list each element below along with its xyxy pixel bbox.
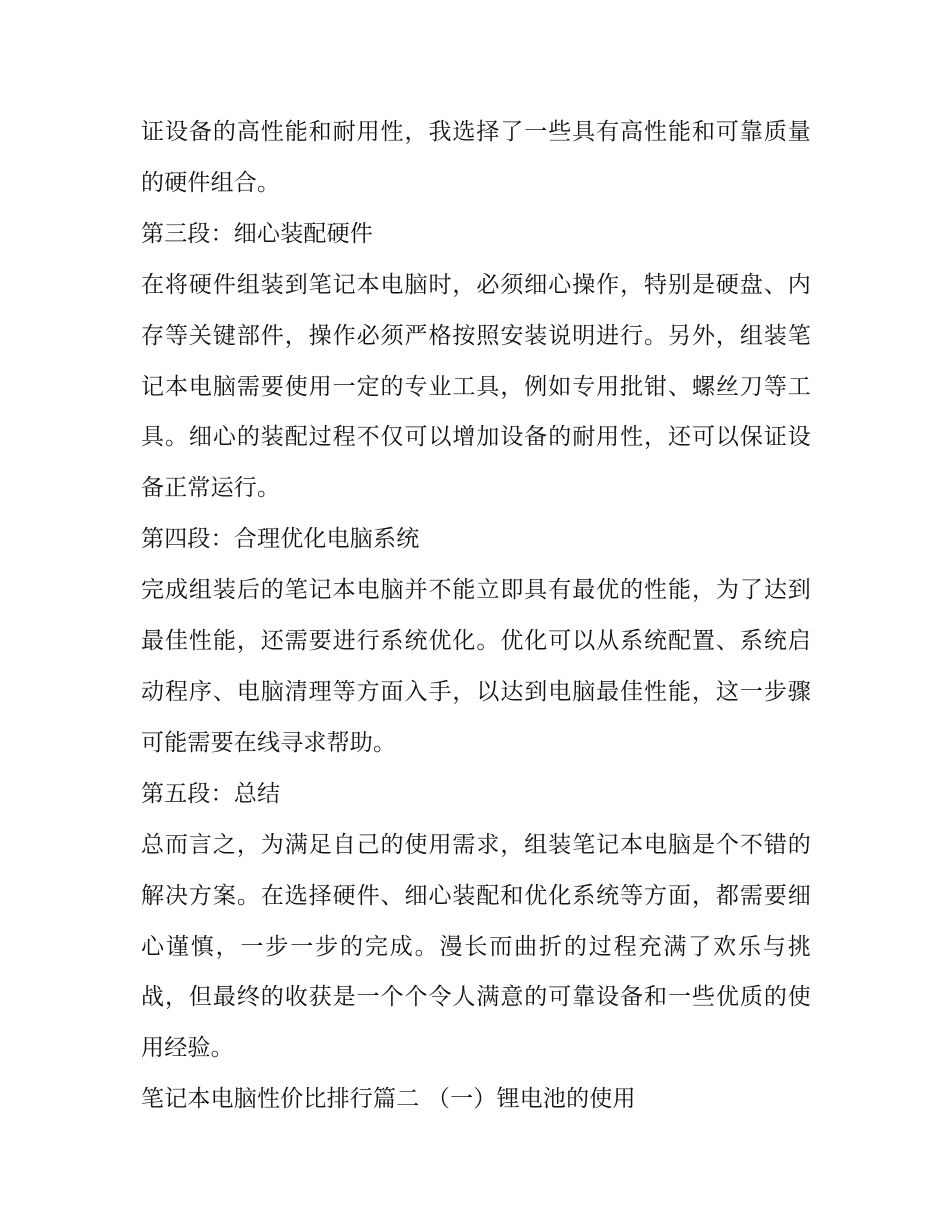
paragraph-continuation: 证设备的高性能和耐用性，我选择了一些具有高性能和可靠质量的硬件组合。 bbox=[141, 119, 811, 196]
paragraph-summary: 总而言之，为满足自己的使用需求，组装笔记本电脑是个不错的解决方案。在选择硬件、细心装配和优化系统等方面，都需要细心谨慎，一步一步的完成。漫长而曲折的过程充满了欢乐与挑战，但最终的收获是一个个令人满意的可靠设备和一些优质的使用经验。 bbox=[141, 831, 811, 1062]
section-heading-5: 第五段：总结 bbox=[141, 780, 281, 807]
chapter-heading-2: 笔记本电脑性价比排行篇二 （一）锂电池的使用 bbox=[141, 1086, 636, 1113]
document-body bbox=[141, 107, 811, 1125]
paragraph-optimization: 完成组装后的笔记本电脑并不能立即具有最优的性能，为了达到最佳性能，还需要进行系统优化。优化可以从系统配置、系统启动程序、电脑清理等方面入手，以达到电脑最佳性能，这一步骤可能需要在线寻求帮助。 bbox=[141, 577, 811, 756]
paragraph-assembly: 在将硬件组装到笔记本电脑时，必须细心操作，特别是硬盘、内存等关键部件，操作必须严格按照安装说明进行。另外，组装笔记本电脑需要使用一定的专业工具，例如专用批钳、螺丝刀等工具。细心的装配过程不仅可以增加设备的耐用性，还可以保证设备正常运行。 bbox=[141, 271, 811, 502]
section-heading-4: 第四段：合理优化电脑系统 bbox=[141, 526, 420, 553]
section-heading-3: 第三段：细心装配硬件 bbox=[141, 220, 373, 247]
